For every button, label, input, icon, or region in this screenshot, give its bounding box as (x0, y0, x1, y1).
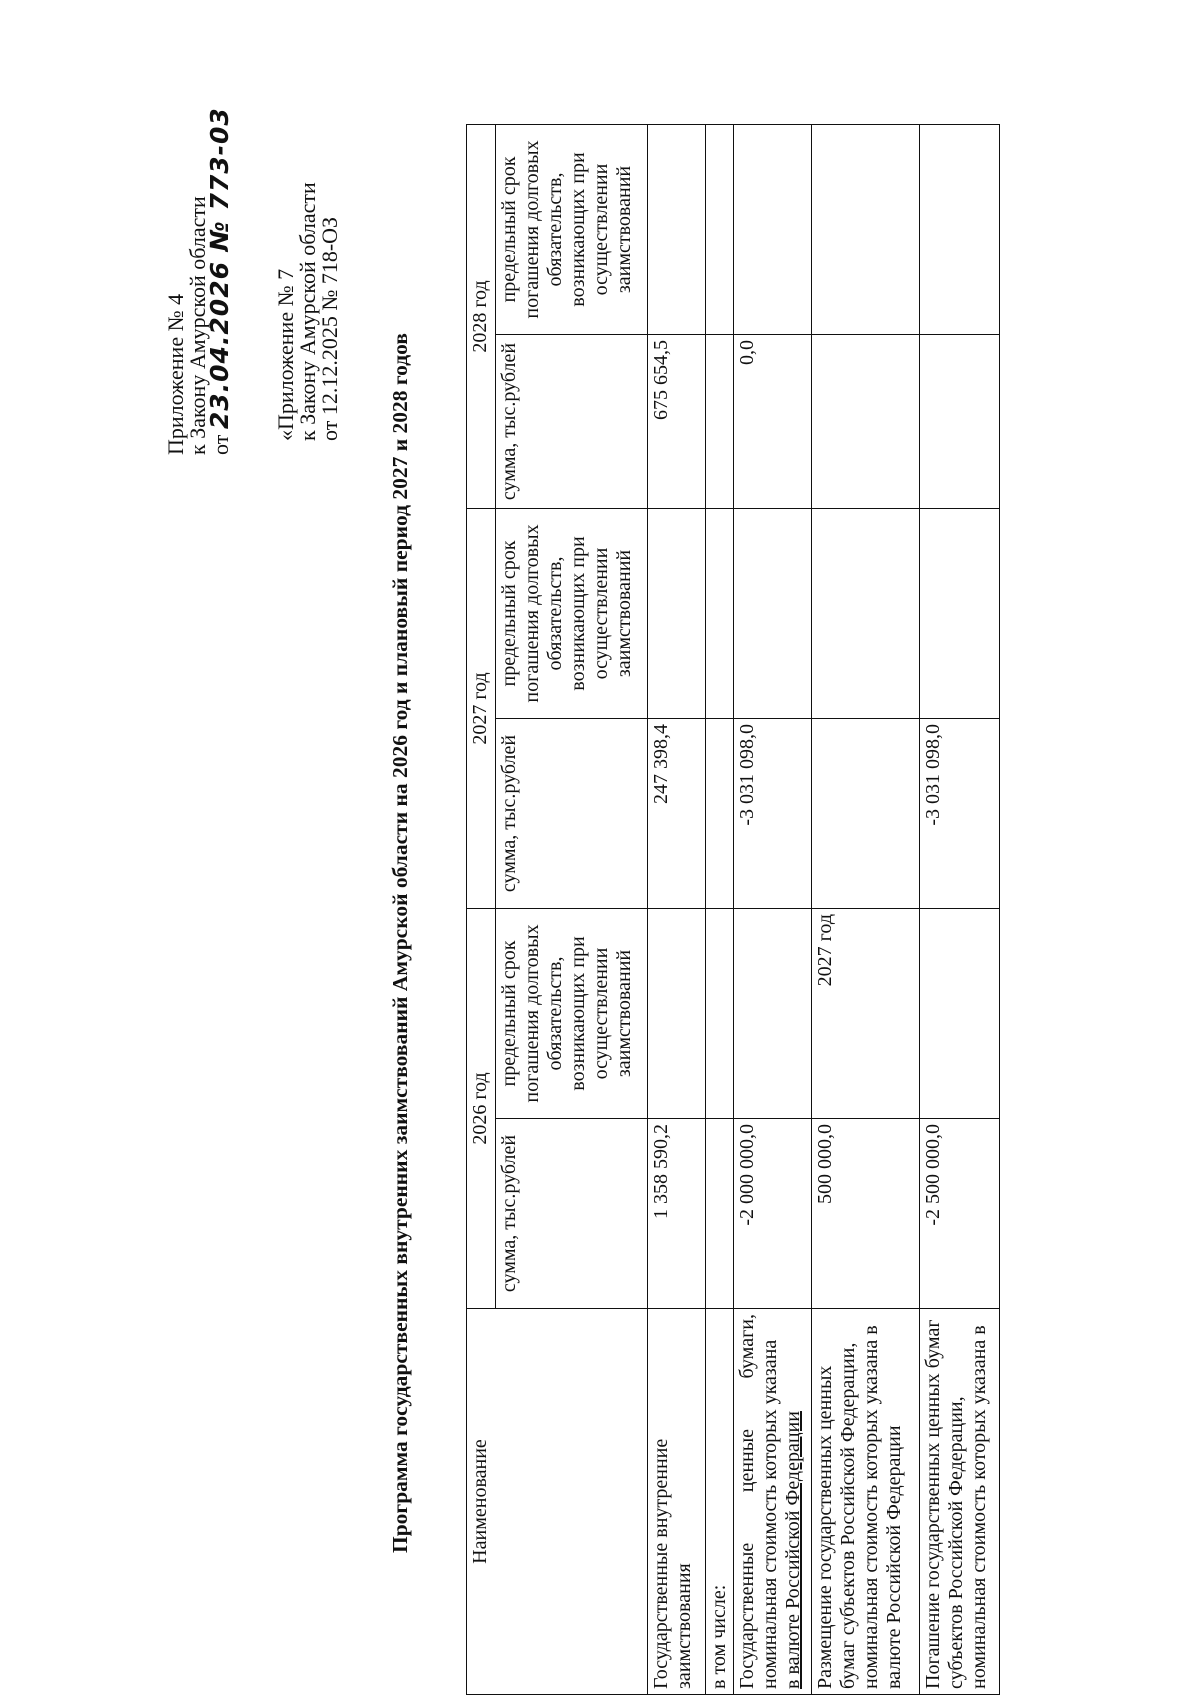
cell-sum-2027 (812, 719, 920, 909)
cell-term-2026 (706, 909, 734, 1119)
borrowing-program-table (466, 124, 1000, 1695)
cell-sum-2026: -2 500 000,0 (920, 1119, 1000, 1309)
cell-sum-2026 (706, 1119, 734, 1309)
header-year-2028: 2028 год (467, 125, 496, 509)
header-year-2027: 2027 год (467, 509, 496, 909)
cell-term-2027 (920, 509, 1000, 719)
cell-sum-2027 (706, 719, 734, 909)
header-sum-2027: сумма, тыс.рублей (496, 719, 648, 909)
table-row (812, 125, 920, 1695)
header-term-2026: предельный срок погашения долговых обязательств, возникающих при осуществлении заимствований (496, 909, 648, 1119)
handwritten-date-number: 23.04.2026 № 773-03 (205, 107, 234, 430)
cell-sum-2028 (920, 335, 1000, 509)
row-name: в том числе: (706, 1309, 734, 1695)
header-term-2027: предельный срок погашения долговых обязательств, возникающих при осуществлении заимствований (496, 509, 648, 719)
cell-sum-2026: -2 000 000,0 (734, 1119, 812, 1309)
table-row (920, 125, 1000, 1695)
cell-term-2028 (812, 125, 920, 335)
table-row (648, 125, 706, 1695)
cell-sum-2026: 1 358 590,2 (648, 1119, 706, 1309)
row-name-line2: номинальная стоимость которых указана (759, 1339, 781, 1689)
header-name: Наименование (467, 1309, 648, 1695)
row-name-line3: в валюте Российской Федерации (782, 1411, 804, 1689)
appendix-current-date-prefix: от (208, 434, 233, 455)
appendix-previous-line1: «Приложение № 7 (273, 268, 298, 441)
header-row-years (467, 125, 496, 1695)
cell-term-2028 (706, 125, 734, 335)
cell-term-2027 (734, 509, 812, 719)
cell-sum-2027: -3 031 098,0 (920, 719, 1000, 909)
appendix-previous-block (275, 182, 341, 441)
cell-sum-2027: 247 398,4 (648, 719, 706, 909)
appendix-current-line2: к Закону Амурской области (185, 196, 210, 455)
cell-term-2026 (648, 909, 706, 1119)
header-year-2026: 2026 год (467, 909, 496, 1309)
row-name: Погашение государственных ценных бумаг субъектов Российской Федерации, номинальная стоимость которых указана в (920, 1309, 1000, 1695)
cell-sum-2028 (812, 335, 920, 509)
cell-sum-2026: 500 000,0 (812, 1119, 920, 1309)
cell-term-2027 (812, 509, 920, 719)
row-name-line1: Государственные ценные бумаги, (736, 1314, 758, 1689)
cell-term-2028 (648, 125, 706, 335)
cell-sum-2028: 0,0 (734, 335, 812, 509)
cell-term-2027 (706, 509, 734, 719)
appendix-current-line1: Приложение № 4 (163, 293, 188, 455)
cell-term-2028 (734, 125, 812, 335)
row-name: Государственные внутренние заимствования (648, 1309, 706, 1695)
cell-term-2028 (920, 125, 1000, 335)
header-term-2028: предельный срок погашения долговых обязательств, возникающих при осуществлении заимствований (496, 125, 648, 335)
row-name (734, 1309, 812, 1695)
cell-term-2026: 2027 год (812, 909, 920, 1119)
table-row (706, 125, 734, 1695)
appendix-current-line3 (205, 107, 234, 455)
appendix-previous-line2: к Закону Амурской области (295, 182, 320, 441)
table-row (734, 125, 812, 1695)
cell-term-2026 (734, 909, 812, 1119)
row-name: Размещение государственных ценных бумаг субъектов Российской Федерации, номинальная стоимость которых указана в валюте Российской Федерации (812, 1309, 920, 1695)
appendix-previous-line3: от 12.12.2025 № 718-ОЗ (317, 216, 342, 441)
cell-term-2027 (648, 509, 706, 719)
header-sum-2026: сумма, тыс.рублей (496, 1119, 648, 1309)
cell-sum-2028 (706, 335, 734, 509)
cell-sum-2027: -3 031 098,0 (734, 719, 812, 909)
header-sum-2028: сумма, тыс.рублей (496, 335, 648, 509)
cell-term-2026 (920, 909, 1000, 1119)
cell-sum-2028: 675 654,5 (648, 335, 706, 509)
appendix-current-block (165, 107, 232, 455)
document-title: Программа государственных внутренних заимствований Амурской области на 2026 год и плановый период 2027 и 2028 годов (388, 333, 412, 1553)
